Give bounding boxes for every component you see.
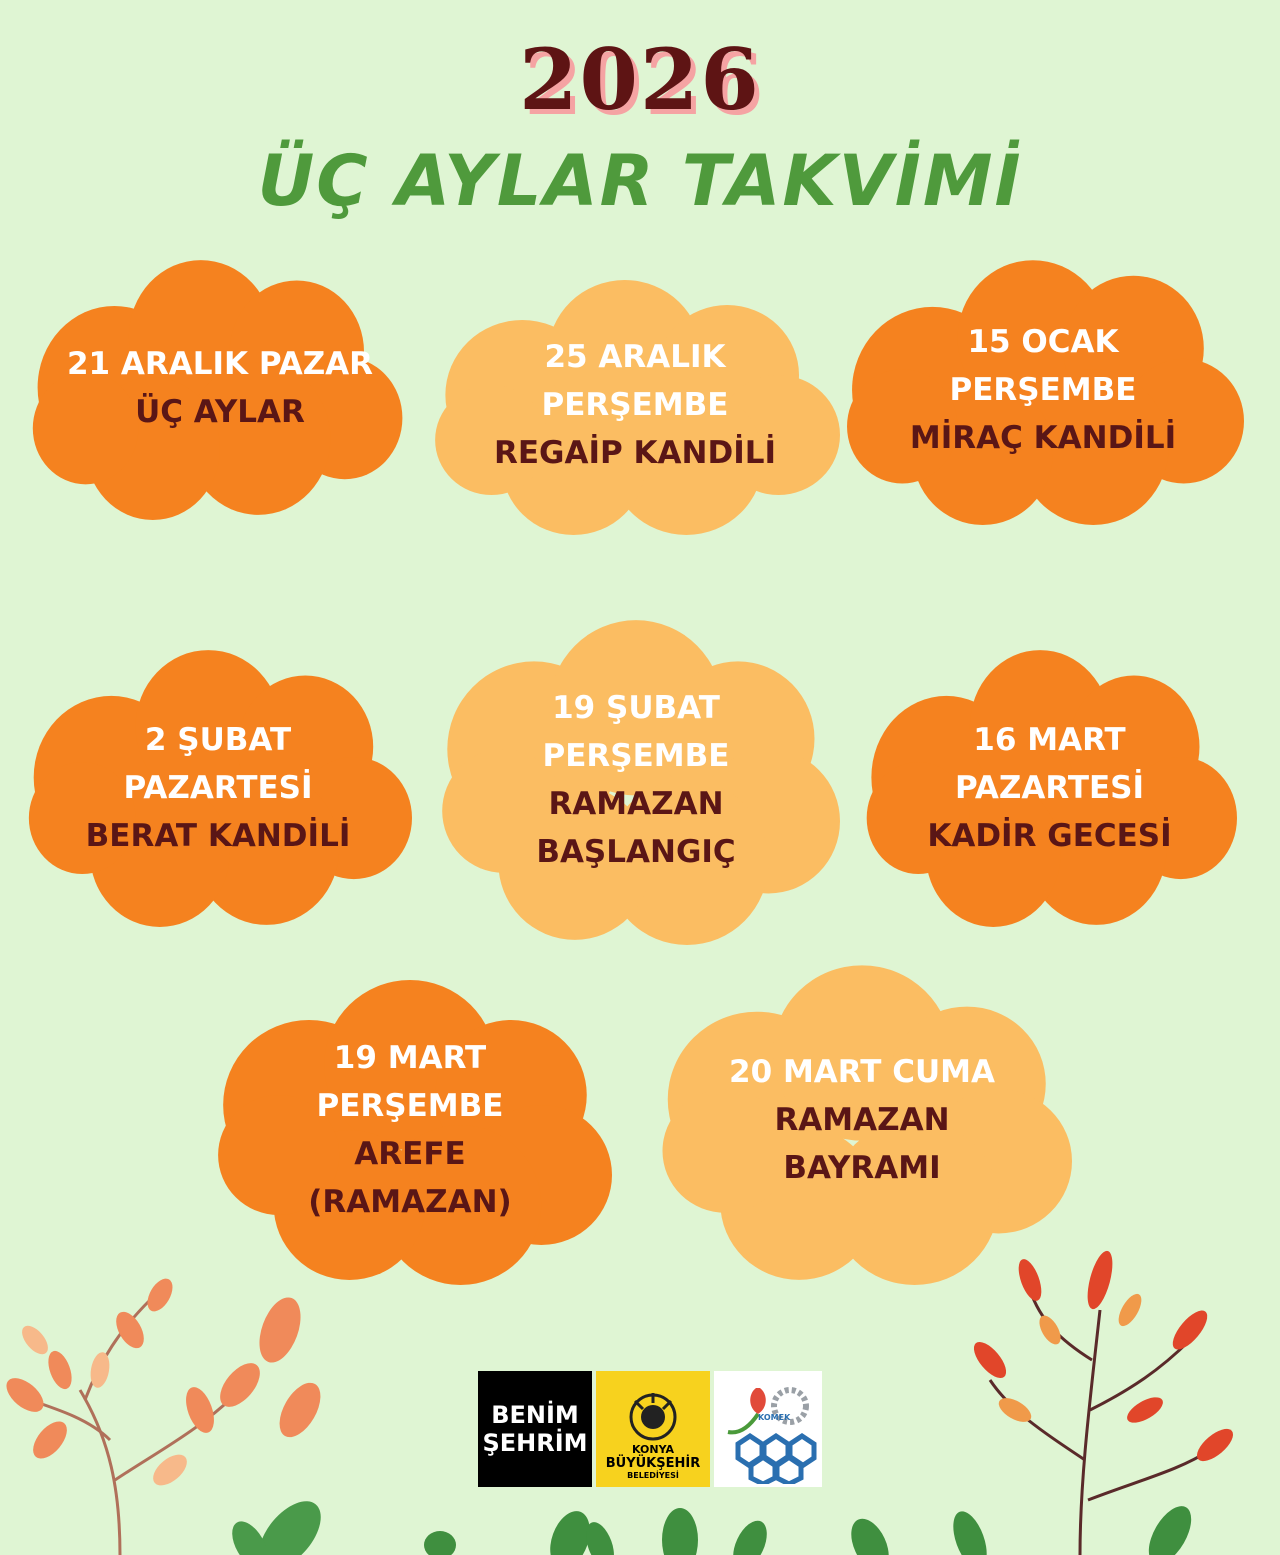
event-card-berat-kandili [24, 645, 412, 930]
event-date: 25 ARALIK [544, 339, 726, 375]
benim-sehrim-logo [478, 1371, 592, 1487]
event-date: 16 MART [973, 721, 1126, 758]
event-name-line2: (RAMAZAN) [308, 1184, 512, 1220]
konya-emblem-icon [625, 1391, 681, 1443]
logo-line: BÜYÜKŞEHİR [605, 1456, 701, 1471]
event-weekday: PERŞEMBE [541, 387, 729, 423]
event-name: BERAT KANDİLİ [85, 817, 351, 854]
logo-line: KONYA [631, 1443, 674, 1456]
event-weekday: PAZARTESİ [955, 769, 1144, 806]
year-title: 2026 [519, 30, 761, 129]
event-card-uc-aylar [28, 255, 412, 520]
event-card-ramazan-baslangic [432, 615, 840, 945]
bottom-grass-illustration [400, 1500, 920, 1555]
page-title: ÜÇ AYLAR TAKVİMİ [257, 140, 1023, 222]
left-leaf-branch-illustration [0, 1270, 340, 1555]
event-name: AREFE [354, 1136, 466, 1172]
event-date: 21 ARALIK PAZAR [66, 345, 374, 382]
event-name: RAMAZAN [548, 786, 724, 822]
event-name: KADİR GECESİ [927, 817, 1172, 854]
event-name: ÜÇ AYLAR [135, 393, 305, 430]
logo-line: BENİM [491, 1401, 579, 1429]
event-name: RAMAZAN [774, 1102, 950, 1138]
event-date: 19 ŞUBAT [552, 690, 720, 726]
event-card-ramazan-bayrami [652, 955, 1072, 1285]
event-card-kadir-gecesi [862, 645, 1237, 930]
event-name: REGAİP KANDİLİ [493, 435, 777, 471]
komek-emblem-icon [718, 1374, 818, 1484]
event-weekday: PAZARTESİ [123, 769, 313, 806]
logo-line: BELEDİYESİ [627, 1471, 679, 1480]
komek-label: KOMEK [758, 1413, 791, 1422]
right-leaf-branch-illustration [930, 1240, 1280, 1555]
logo-line: ŞEHRİM [482, 1429, 588, 1457]
konya-buyuksehir-logo [596, 1371, 710, 1487]
event-weekday: PERŞEMBE [542, 738, 730, 774]
event-weekday: PERŞEMBE [316, 1088, 504, 1124]
event-weekday: PERŞEMBE [949, 372, 1137, 408]
event-card-mirac-kandili [842, 255, 1244, 525]
event-card-arefe [208, 975, 612, 1285]
event-date: 19 MART [333, 1040, 487, 1076]
event-date: 20 MART CUMA [729, 1054, 995, 1090]
sponsor-logos [478, 1371, 822, 1487]
event-date: 15 OCAK [967, 324, 1119, 360]
event-name: MİRAÇ KANDİLİ [909, 420, 1177, 456]
event-name-line2: BAŞLANGIÇ [536, 834, 736, 870]
event-name-line2: BAYRAMI [783, 1150, 941, 1186]
event-card-regaip-kandili [430, 275, 840, 535]
komek-logo [714, 1371, 822, 1487]
event-date: 2 ŞUBAT [144, 721, 292, 758]
